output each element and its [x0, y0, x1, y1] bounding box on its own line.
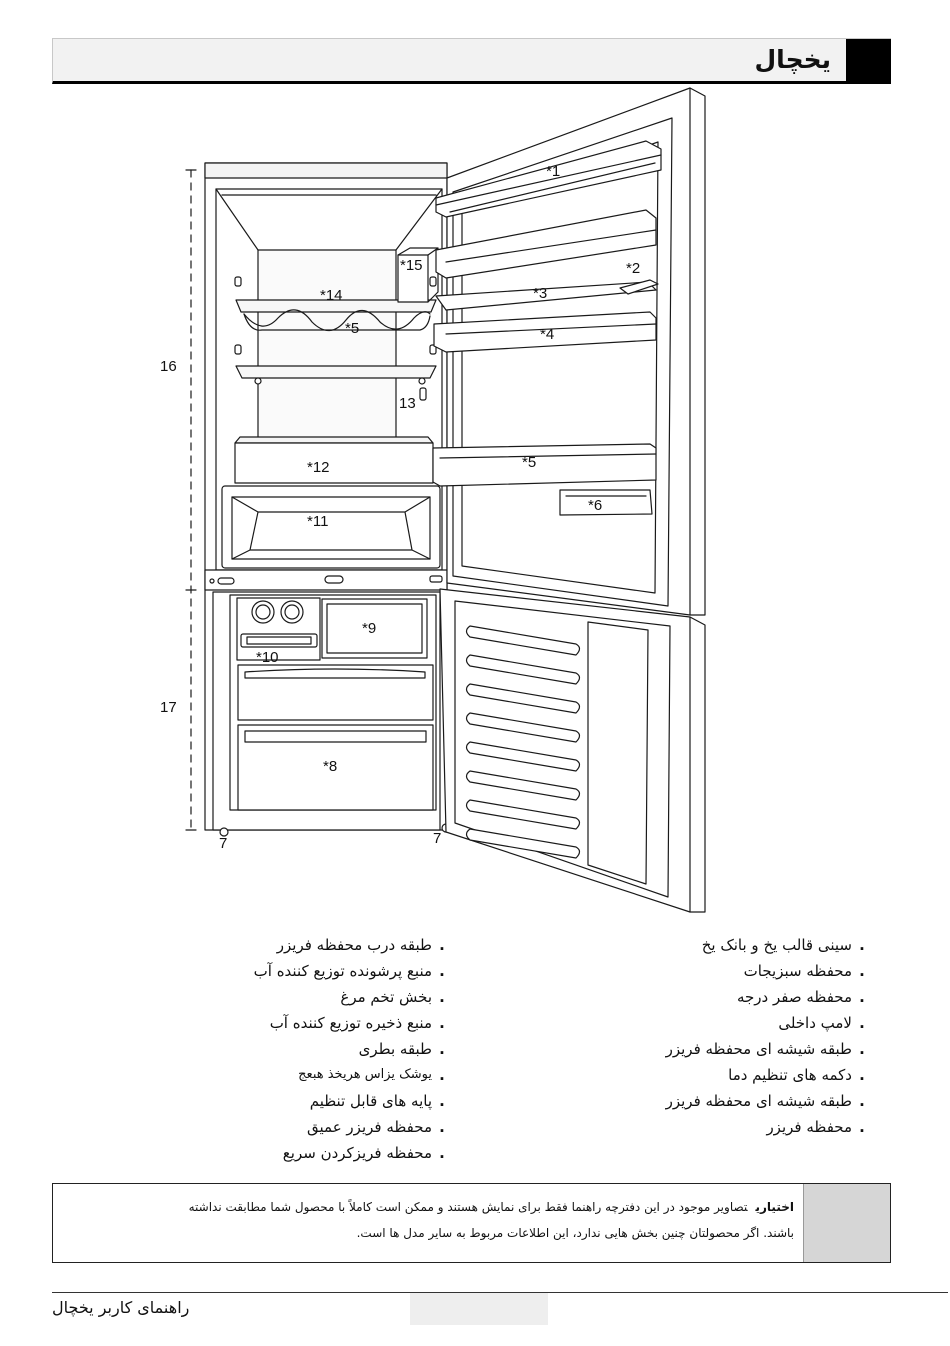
list-item-text: محفظه فریزر عمیق — [307, 1118, 432, 1136]
list-bullet: . — [439, 936, 445, 954]
list-item — [606, 1088, 866, 1114]
door-box-6 — [560, 490, 652, 515]
list-bullet: . — [439, 988, 445, 1006]
list-item — [606, 1010, 866, 1036]
list-item-text: طبقه بطری — [358, 1040, 432, 1058]
list-item-text: محفظه صفر درجه — [736, 988, 852, 1006]
list-bullet: . — [439, 1118, 445, 1136]
callout-9: *9 — [362, 620, 377, 637]
list-bullet: . — [859, 1066, 865, 1084]
list-item — [606, 1062, 866, 1088]
list-item-text: بخش تخم مرغ — [340, 988, 432, 1006]
list-bullet: . — [439, 962, 445, 980]
list-item — [606, 984, 866, 1010]
crisper-cover — [235, 443, 433, 483]
list-bullet: . — [859, 1014, 865, 1032]
glass-shelf — [236, 366, 436, 378]
callout-12: *12 — [307, 459, 330, 476]
list-bullet: . — [439, 1092, 445, 1110]
list-bullet: . — [439, 1014, 445, 1032]
callout-16: 16 — [160, 358, 177, 375]
door-shelf-5 — [433, 444, 656, 486]
callout-7-left: 7 — [219, 835, 228, 852]
callout-6: *6 — [588, 497, 603, 514]
page-title: یخچال — [754, 45, 831, 74]
list-bullet: . — [439, 1144, 445, 1162]
list-bullet: . — [859, 988, 865, 1006]
note-side-panel — [803, 1184, 890, 1262]
list-item-text: طبقه شیشه ای محفظه فریزر — [665, 1092, 852, 1110]
list-item-text: سینی قالب یخ و بانک یخ — [701, 936, 852, 954]
list-item — [186, 932, 446, 958]
list-bullet: . — [859, 1092, 865, 1110]
parts-list-left — [186, 932, 446, 1166]
list-item-text: منبع پرشونده توزیع کننده آب — [253, 962, 432, 980]
callout-15: *15 — [400, 257, 423, 274]
list-item-text: لامپ داخلی — [778, 1014, 852, 1032]
page-number-box — [410, 1293, 548, 1325]
list-bullet: . — [439, 1066, 445, 1084]
list-item — [186, 1140, 446, 1166]
list-item — [186, 1010, 446, 1036]
list-bullet: . — [859, 936, 865, 954]
list-item — [606, 958, 866, 984]
parts-list-right — [606, 932, 866, 1140]
callout-3: *3 — [533, 285, 548, 302]
list-item — [186, 958, 446, 984]
list-item — [186, 1088, 446, 1114]
note-text — [63, 1194, 794, 1246]
callout-7-right: 7 — [433, 830, 442, 847]
list-item-text: یوشک یزاس هریخذ هبعج — [298, 1067, 432, 1082]
list-item-text: دکمه های تنظیم دما — [728, 1066, 852, 1084]
callout-11: *11 — [307, 513, 329, 530]
callout-5-rack: *5 — [345, 320, 360, 337]
callout-10: *10 — [256, 649, 279, 666]
callout-17: 17 — [160, 699, 177, 716]
list-item — [186, 1114, 446, 1140]
ice-tray — [241, 634, 317, 647]
list-item-text: محفظه سبزیجات — [743, 962, 852, 980]
list-bullet: . — [859, 1118, 865, 1136]
list-item — [186, 1036, 446, 1062]
list-item-text: پایه های قابل تنظیم — [309, 1092, 432, 1110]
list-item — [606, 1114, 866, 1140]
callout-8: *8 — [323, 758, 338, 775]
callout-1: *1 — [546, 163, 561, 180]
list-item-text: محفظه فریزکردن سریع — [282, 1144, 432, 1162]
list-item-text: محفظه فریزر — [766, 1118, 852, 1136]
list-item-text: طبقه شیشه ای محفظه فریزر — [665, 1040, 852, 1058]
callout-13: 13 — [399, 395, 416, 412]
note-line-2: باشند. اگر محصولتان چنین بخش هایی ندارد، این اطلاعات مربوط به سایر مدل ها است. — [356, 1226, 794, 1240]
list-bullet: . — [439, 1040, 445, 1058]
list-item — [186, 1062, 446, 1088]
footer-title: راهنمای کاربر یخچال — [52, 1298, 190, 1317]
optional-note-box — [52, 1183, 891, 1263]
list-item-text: طبقه درب محفظه فریزر — [276, 936, 432, 954]
callout-14: *14 — [320, 287, 343, 304]
callout-2: *2 — [626, 260, 641, 277]
list-item-text: منبع ذخیره توزیع کننده آب — [269, 1014, 432, 1032]
list-bullet: . — [859, 1040, 865, 1058]
list-item — [606, 932, 866, 958]
callout-5-door: *5 — [522, 454, 537, 471]
note-label: اختیاری — [755, 1200, 794, 1214]
list-item — [606, 1036, 866, 1062]
callout-4: *4 — [540, 326, 555, 343]
freezer-drawer-upper — [238, 665, 433, 720]
note-line-1 — [63, 1194, 794, 1220]
list-item — [186, 984, 446, 1010]
list-bullet: . — [859, 962, 865, 980]
note-line-1-text: تصاویر موجود در این دفترچه راهنما فقط برای نمایش هستند و ممکن است کاملاً با محصول شما مطابقت نداشته — [188, 1200, 748, 1214]
